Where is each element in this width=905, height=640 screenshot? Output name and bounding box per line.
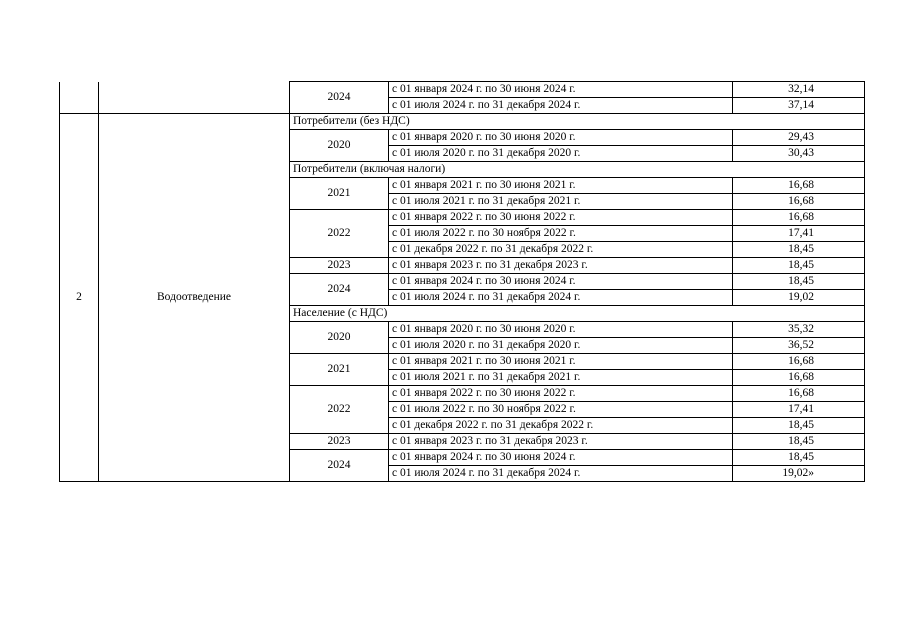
period-cell: с 01 декабря 2022 г. по 31 декабря 2022 г.	[389, 418, 733, 434]
year-cell: 2024	[290, 82, 389, 114]
tariff-value: 16,68	[733, 370, 865, 386]
period-cell: с 01 января 2023 г. по 31 декабря 2023 г.	[389, 258, 733, 274]
year-cell: 2022	[290, 210, 389, 258]
tariff-value: 16,68	[733, 210, 865, 226]
tariff-value: 19,02»	[733, 466, 865, 482]
period-cell: с 01 января 2021 г. по 30 июня 2021 г.	[389, 178, 733, 194]
year-cell: 2024	[290, 274, 389, 306]
service-name-cell	[99, 82, 290, 114]
tariff-value: 18,45	[733, 242, 865, 258]
table-row	[60, 82, 865, 98]
period-cell: с 01 января 2024 г. по 30 июня 2024 г.	[389, 450, 733, 466]
period-cell: с 01 июля 2022 г. по 30 ноября 2022 г.	[389, 402, 733, 418]
year-cell: 2022	[290, 386, 389, 434]
period-cell: с 01 июля 2021 г. по 31 декабря 2021 г.	[389, 194, 733, 210]
period-cell: с 01 января 2021 г. по 30 июня 2021 г.	[389, 354, 733, 370]
period-cell: с 01 января 2020 г. по 30 июня 2020 г.	[389, 130, 733, 146]
tariff-value: 18,45	[733, 274, 865, 290]
consumer-group-title: Потребители (включая налоги)	[290, 162, 865, 178]
period-cell: с 01 июля 2020 г. по 31 декабря 2020 г.	[389, 146, 733, 162]
tariff-value: 18,45	[733, 434, 865, 450]
tariff-value: 29,43	[733, 130, 865, 146]
tariff-value: 32,14	[733, 82, 865, 98]
year-cell: 2020	[290, 130, 389, 162]
tariff-table	[59, 81, 865, 482]
tariff-value: 17,41	[733, 402, 865, 418]
period-cell: с 01 декабря 2022 г. по 31 декабря 2022 г.	[389, 242, 733, 258]
period-cell: с 01 января 2020 г. по 30 июня 2020 г.	[389, 322, 733, 338]
tariff-value: 18,45	[733, 258, 865, 274]
period-cell: с 01 января 2022 г. по 30 июня 2022 г.	[389, 386, 733, 402]
tariff-value: 16,68	[733, 386, 865, 402]
period-cell: с 01 июля 2024 г. по 31 декабря 2024 г.	[389, 290, 733, 306]
service-name: Водоотведение	[99, 114, 290, 482]
period-cell: с 01 января 2022 г. по 30 июня 2022 г.	[389, 210, 733, 226]
period-cell: с 01 января 2023 г. по 31 декабря 2023 г.	[389, 434, 733, 450]
tariff-value: 30,43	[733, 146, 865, 162]
section-number-cell	[60, 82, 99, 114]
period-cell: с 01 июля 2024 г. по 31 декабря 2024 г.	[389, 466, 733, 482]
period-cell: с 01 июля 2020 г. по 31 декабря 2020 г.	[389, 338, 733, 354]
tariff-value: 16,68	[733, 194, 865, 210]
consumer-group-title: Потребители (без НДС)	[290, 114, 865, 130]
year-cell: 2023	[290, 258, 389, 274]
period-cell: с 01 июля 2024 г. по 31 декабря 2024 г.	[389, 98, 733, 114]
year-cell: 2021	[290, 178, 389, 210]
tariff-value: 18,45	[733, 450, 865, 466]
tariff-value: 17,41	[733, 226, 865, 242]
tariff-value: 37,14	[733, 98, 865, 114]
period-cell: с 01 июля 2021 г. по 31 декабря 2021 г.	[389, 370, 733, 386]
year-cell: 2021	[290, 354, 389, 386]
tariff-value: 35,32	[733, 322, 865, 338]
tariff-value: 16,68	[733, 178, 865, 194]
tariff-value: 18,45	[733, 418, 865, 434]
tariff-value: 36,52	[733, 338, 865, 354]
tariff-value: 16,68	[733, 354, 865, 370]
year-cell: 2023	[290, 434, 389, 450]
period-cell: с 01 июля 2022 г. по 30 ноября 2022 г.	[389, 226, 733, 242]
table-row	[60, 114, 865, 130]
year-cell: 2024	[290, 450, 389, 482]
tariff-value: 19,02	[733, 290, 865, 306]
year-cell: 2020	[290, 322, 389, 354]
section-number: 2	[60, 114, 99, 482]
period-cell: с 01 января 2024 г. по 30 июня 2024 г.	[389, 82, 733, 98]
consumer-group-title: Население (с НДС)	[290, 306, 865, 322]
period-cell: с 01 января 2024 г. по 30 июня 2024 г.	[389, 274, 733, 290]
